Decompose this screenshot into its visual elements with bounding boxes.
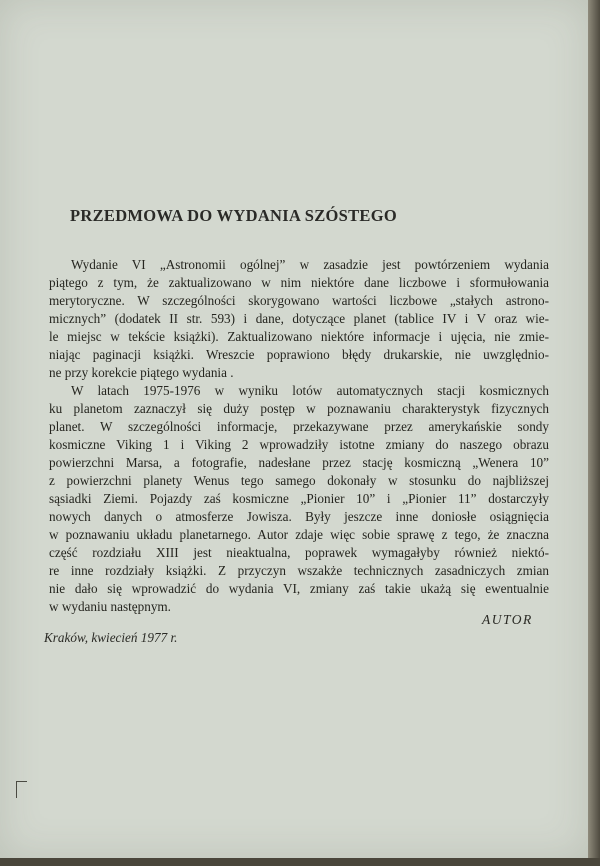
page-edge-bottom bbox=[0, 858, 600, 866]
page-edge-right bbox=[588, 0, 600, 866]
text-line: ne przy korekcie piątego wydania . bbox=[49, 365, 234, 380]
text-line: le miejsc w tekście książki). Zaktualizowano niektóre informacje i ujęcia, nie zmie- bbox=[49, 329, 549, 344]
text-line: sąsiadki Ziemi. Pojazdy zaś kosmiczne „Pionier 10” i „Pionier 11” dostarczyły bbox=[49, 491, 549, 506]
text-line: re inne rozdziały książki. Z przyczyn wszakże technicznych zasadniczych zmian bbox=[49, 563, 549, 578]
text-line: nie dało się wprowadzić do wydania VI, zmiany zaś takie ukażą się ewentualnie bbox=[49, 581, 549, 596]
page-heading: PRZEDMOWA DO WYDANIA SZÓSTEGO bbox=[70, 206, 397, 225]
paragraph-2 bbox=[49, 382, 549, 616]
text-line: W latach 1975-1976 w wyniku lotów automatycznych stacji kosmicznych bbox=[71, 383, 549, 398]
text-line: w wydaniu następnym. bbox=[49, 599, 171, 614]
body-text bbox=[49, 256, 549, 616]
text-line: piątego z tym, że zaktualizowano w nim niektóre dane liczbowe i sformułowania bbox=[49, 275, 549, 290]
text-line: w poznawaniu układu planetarnego. Autor zdaje więc sobie sprawę z tego, że znaczna bbox=[49, 527, 549, 542]
place-date: Kraków, kwiecień 1977 r. bbox=[44, 630, 178, 645]
text-line: Wydanie VI „Astronomii ogólnej” w zasadzie jest powtórzeniem wydania bbox=[71, 257, 549, 272]
text-line: ku planetom zaznaczył się duży postęp w poznawaniu charakterystyk fizycznych bbox=[49, 401, 549, 416]
text-line: merytoryczne. W szczególności skorygowano wartości liczbowe „stałych astrono- bbox=[49, 293, 549, 308]
text-line: z powierzchni planety Wenus tego samego dokonały w stosunku do najbliższej bbox=[49, 473, 549, 488]
text-line: micznych” (dodatek II str. 593) i dane, dotyczące planet (tablice IV i V oraz wie- bbox=[49, 311, 549, 326]
text-line: część rozdziału XIII jest nieaktualna, poprawek wymagałyby również niektó- bbox=[49, 545, 549, 560]
text-line: kosmiczne Viking 1 i Viking 2 wprowadziły istotne zmiany do naszego obrazu bbox=[49, 437, 549, 452]
text-line: niając paginacji książki. Wreszcie poprawiono błędy drukarskie, nie uwzględnio- bbox=[49, 347, 549, 362]
text-line: powierzchni Marsa, a fotografie, nadesłane przez stację kosmiczną „Wenera 10” bbox=[49, 455, 549, 470]
paragraph-1 bbox=[49, 256, 549, 382]
corner-mark bbox=[16, 781, 27, 798]
text-line: nowych danych o atmosferze Jowisza. Były jeszcze inne doniosłe osiągnięcia bbox=[49, 509, 549, 524]
author-signature: AUTOR bbox=[482, 612, 533, 627]
text-line: planet. W szczególności informacje, przekazywane przez amerykańskie sondy bbox=[49, 419, 549, 434]
